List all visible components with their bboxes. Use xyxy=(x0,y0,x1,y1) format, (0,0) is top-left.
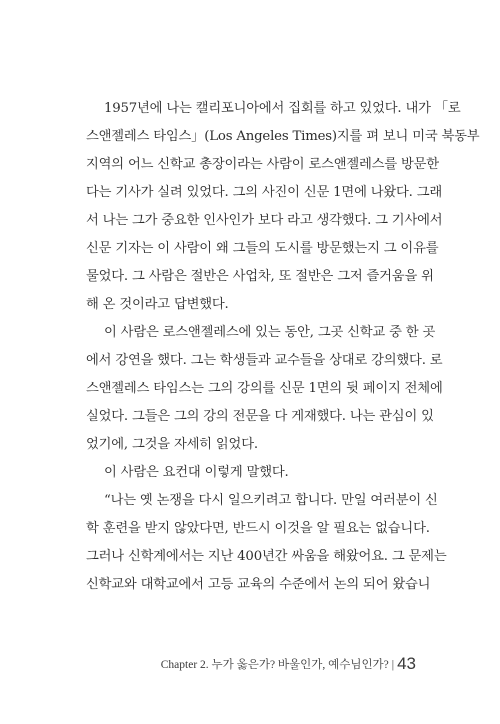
text-line: 신학교와 대학교에서 고등 교육의 수준에서 논의 되어 왔습니 xyxy=(86,577,431,592)
text-line: “나는 옛 논쟁을 다시 일으키려고 합니다. 만일 여러분이 신 xyxy=(104,493,438,508)
text-line: 이 사람은 로스앤젤레스에 있는 동안, 그곳 신학교 중 한 곳 xyxy=(104,325,436,340)
text-line: 었기에, 그것을 자세히 읽었다. xyxy=(86,437,258,452)
chapter-title: Chapter 2. 누가 옳은가? 바울인가, 예수님인가? xyxy=(160,659,389,671)
text-line: 다는 기사가 실려 있었다. 그의 사진이 신문 1면에 나왔다. 그래 xyxy=(86,185,443,200)
text-line: 학 훈련을 받지 않았다면, 반드시 이것을 알 필요는 없습니다. xyxy=(86,521,430,536)
text-line: 이 사람은 요컨대 이렇게 말했다. xyxy=(104,465,289,480)
text-line: 그러나 신학계에서는 지난 400년간 싸움을 해왔어요. 그 문제는 xyxy=(86,549,447,564)
text-line: 1957년에 나는 캘리포니아에서 집회를 하고 있었다. 내가 「로 xyxy=(104,101,461,116)
text-line: 해 온 것이라고 답변했다. xyxy=(86,297,229,312)
text-line: 실었다. 그들은 그의 강의 전문을 다 게재했다. 나는 관심이 있 xyxy=(86,409,434,424)
text-line: 스앤젤레스 타임스는 그의 강의를 신문 1면의 뒷 페이지 전체에 xyxy=(86,381,443,396)
text-line: 물었다. 그 사람은 절반은 사업차, 또 절반은 그저 즐거움을 위 xyxy=(86,269,434,284)
text-line: 신문 기자는 이 사람이 왜 그들의 도시를 방문했는지 그 이유를 xyxy=(86,241,439,256)
text-line: 서 나는 그가 중요한 인사인가 보다 라고 생각했다. 그 기사에서 xyxy=(86,213,443,228)
page-number: 43 xyxy=(397,654,416,673)
page-footer xyxy=(161,656,416,673)
text-line: 지역의 어느 신학교 총장이라는 사람이 로스앤젤레스를 방문한 xyxy=(86,157,439,172)
text-line: 에서 강연을 했다. 그는 학생들과 교수들을 상대로 강의했다. 로 xyxy=(86,353,443,368)
text-line: 스앤젤레스 타임스」(Los Angeles Times)지를 펴 보니 미국 북동부 xyxy=(86,129,480,144)
footer-separator: | xyxy=(391,659,395,671)
